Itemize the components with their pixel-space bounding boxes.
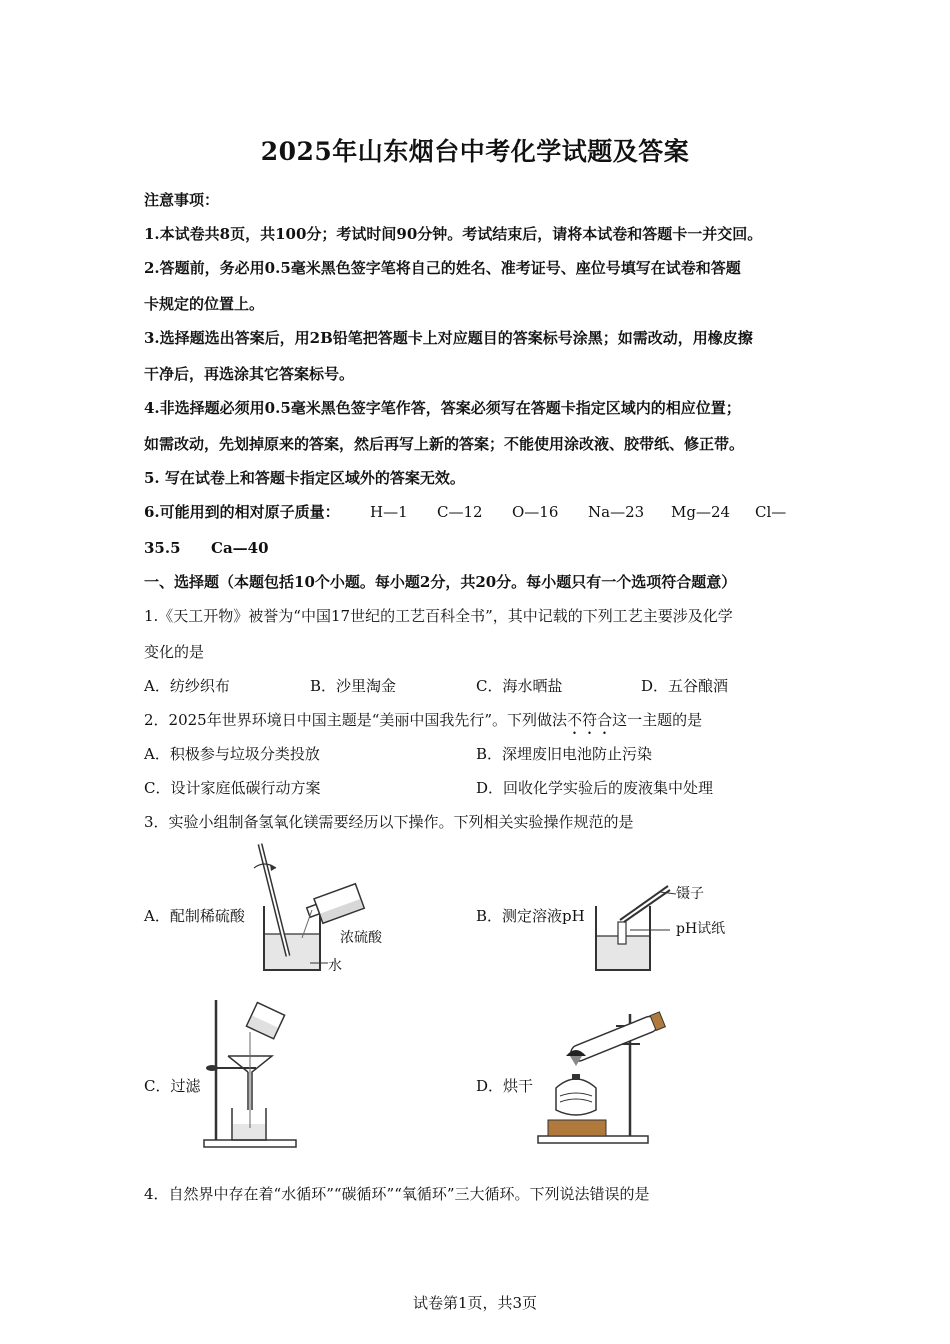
- notice-item-3: 3.选择题选出答案后，用2B铅笔把答题卡上对应题目的答案标号涂黑；如需改动，用橡皮擦: [144, 329, 753, 347]
- figure-a-label-acid: 浓硫酸: [340, 930, 382, 946]
- notice-item-3-cont: 干净后，再选涂其它答案标号。: [144, 365, 355, 383]
- atomic-mass-c: C—12: [437, 503, 483, 521]
- notice-item-4-cont: 如需改动，先划掉原来的答案，然后再写上新的答案；不能使用涂改液、胶带纸、修正带。: [144, 435, 745, 453]
- atomic-mass-ca: Ca—40: [211, 539, 269, 557]
- q2-option-a[interactable]: A．积极参与垃圾分类投放: [144, 745, 320, 763]
- page-title: 2025年山东烟台中考化学试题及答案: [260, 137, 690, 166]
- q1-option-c[interactable]: C．海水晒盐: [476, 677, 563, 695]
- q2-option-c[interactable]: C．设计家庭低碳行动方案: [144, 779, 321, 797]
- atomic-mass-mg: Mg—24: [671, 503, 731, 521]
- q3-option-b[interactable]: B．测定溶液pH: [476, 907, 585, 925]
- notice-item-2: 2.答题前，务必用0.5毫米黑色签字笔将自己的姓名、准考证号、座位号填写在试卷和答题: [144, 259, 741, 277]
- figure-measure-ph: [590, 876, 750, 976]
- figure-drying: [536, 1008, 676, 1148]
- q4-stem: 4．自然界中存在着“水循环”“碳循环”“氧循环”三大循环。下列说法错误的是: [144, 1185, 650, 1203]
- figure-dilute-acid: [250, 838, 400, 978]
- q1-stem-cont: 变化的是: [144, 643, 205, 661]
- q1-option-d[interactable]: D．五谷酿酒: [641, 677, 729, 695]
- figure-b-label-tweezers: 镊子: [676, 886, 704, 902]
- q1-stem: 1.《天工开物》被誉为“中国17世纪的工艺百科全书”，其中记载的下列工艺主要涉及化学: [144, 607, 733, 625]
- q2-stem: [144, 710, 702, 738]
- atomic-masses-line: [144, 502, 340, 522]
- q2-option-b[interactable]: B．深埋废旧电池防止污染: [476, 745, 653, 763]
- q2-option-d[interactable]: D．回收化学实验后的废液集中处理: [476, 779, 714, 797]
- atomic-mass-cl-value: 35.5: [144, 539, 181, 557]
- notice-item-5: 5. 写在试卷上和答题卡指定区域外的答案无效。: [144, 469, 465, 487]
- q2-stem-after: 这一主题的是: [612, 711, 703, 729]
- notice-item-1: 1.本试卷共8页，共100分；考试时间90分钟。考试结束后，请将本试卷和答题卡一并交回。: [144, 225, 763, 243]
- atomic-mass-cl: Cl—: [755, 503, 787, 521]
- figure-b-label-ph-paper: pH试纸: [676, 921, 726, 937]
- atomic-mass-h: H—1: [370, 503, 408, 521]
- q3-option-c[interactable]: C．过滤: [144, 1077, 201, 1095]
- figure-filtration: [200, 998, 310, 1150]
- atomic-mass-na: Na—23: [588, 503, 645, 521]
- page-footer: 试卷第1页，共3页: [412, 1294, 538, 1312]
- figure-a-leader-line: [310, 958, 330, 968]
- q2-stem-emphasis: 不符合: [567, 711, 613, 729]
- q3-option-a[interactable]: A．配制稀硫酸: [144, 907, 245, 925]
- atomic-masses-label: 6.可能用到的相对原子质量：: [144, 503, 340, 521]
- q2-stem-before: 2．2025年世界环境日中国主题是“美丽中国我先行”。下列做法: [144, 711, 568, 729]
- q3-stem: 3．实验小组制备氢氧化镁需要经历以下操作。下列相关实验操作规范的是: [144, 813, 634, 831]
- notice-item-2-cont: 卡规定的位置上。: [144, 295, 265, 313]
- notice-item-4: 4.非选择题必须用0.5毫米黑色签字笔作答，答案必须写在答题卡指定区域内的相应位置；: [144, 399, 741, 417]
- q1-option-b[interactable]: B．沙里淘金: [310, 677, 397, 695]
- figure-a-label-water: 水: [328, 958, 342, 974]
- q3-option-d[interactable]: D．烘干: [476, 1077, 534, 1095]
- section-heading: 一、选择题（本题包括10个小题。每小题2分，共20分。每小题只有一个选项符合题意）: [144, 573, 737, 591]
- atomic-mass-o: O—16: [512, 503, 559, 521]
- notice-heading: 注意事项：: [144, 191, 220, 209]
- q1-option-a[interactable]: A．纺纱织布: [144, 677, 230, 695]
